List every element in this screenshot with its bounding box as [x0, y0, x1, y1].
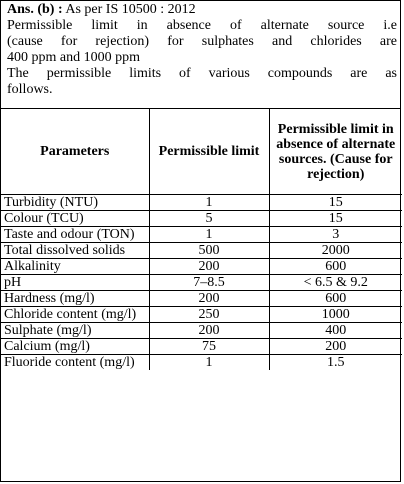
table-row — [1, 227, 402, 243]
limit-cell: 7–8.5 — [149, 275, 269, 291]
limit-cell: 500 — [149, 243, 269, 259]
answer-line-4: The permissible limits of various compounds are as — [7, 66, 397, 81]
answer-source: As per IS 10500 : 2012 — [62, 2, 196, 17]
limit-cell: 200 — [149, 259, 269, 275]
limit-cell: 1 — [149, 227, 269, 243]
limit-cell: 200 — [149, 291, 269, 307]
rejection-cell: 15 — [269, 211, 402, 227]
limit-cell: 250 — [149, 307, 269, 323]
table-body — [1, 195, 402, 371]
table-row — [1, 259, 402, 275]
table-row — [1, 307, 402, 323]
limit-cell: 75 — [149, 339, 269, 355]
parameter-cell: Calcium (mg/l) — [1, 339, 149, 355]
table-row — [1, 243, 402, 259]
parameter-cell: Turbidity (NTU) — [1, 195, 149, 211]
limit-cell: 200 — [149, 323, 269, 339]
rejection-cell: 200 — [269, 339, 402, 355]
table-row — [1, 355, 402, 371]
permissible-limits-table — [1, 109, 402, 370]
table-row — [1, 323, 402, 339]
rejection-cell: < 6.5 & 9.2 — [269, 275, 402, 291]
rejection-cell: 600 — [269, 291, 402, 307]
header-permissible-limit: Permissible limit — [149, 109, 269, 195]
answer-line-5: follows. — [7, 82, 53, 97]
rejection-cell: 400 — [269, 323, 402, 339]
table-row — [1, 211, 402, 227]
rejection-cell: 1.5 — [269, 355, 402, 371]
limit-cell: 1 — [149, 195, 269, 211]
answer-label: Ans. (b) : — [7, 2, 63, 17]
answer-heading-line — [7, 2, 397, 18]
parameter-cell: Taste and odour (TON) — [1, 227, 149, 243]
rejection-cell: 15 — [269, 195, 402, 211]
rejection-cell: 3 — [269, 227, 402, 243]
parameter-cell: Total dissolved solids — [1, 243, 149, 259]
limit-cell: 1 — [149, 355, 269, 371]
parameter-cell: Colour (TCU) — [1, 211, 149, 227]
parameter-cell: pH — [1, 275, 149, 291]
answer-line-1: Permissible limit in absence of alternate source i.e — [7, 18, 397, 33]
limit-cell: 5 — [149, 211, 269, 227]
parameter-cell: Alkalinity — [1, 259, 149, 275]
header-parameters: Parameters — [1, 109, 149, 195]
table-header-row — [1, 109, 402, 195]
table-row — [1, 195, 402, 211]
parameter-cell: Sulphate (mg/l) — [1, 323, 149, 339]
table-row — [1, 291, 402, 307]
header-rejection-limit: Permissible limit in absence of alternate sources. (Cause for rejection) — [269, 109, 402, 195]
answer-line-2: (cause for rejection) for sulphates and chlorides are — [7, 34, 397, 49]
parameter-cell: Hardness (mg/l) — [1, 291, 149, 307]
parameter-cell: Fluoride content (mg/l) — [1, 355, 149, 371]
table-row — [1, 339, 402, 355]
rejection-cell: 2000 — [269, 243, 402, 259]
parameter-cell: Chloride content (mg/l) — [1, 307, 149, 323]
rejection-cell: 1000 — [269, 307, 402, 323]
answer-line-3: 400 ppm and 1000 ppm — [7, 50, 140, 65]
rejection-cell: 600 — [269, 259, 402, 275]
table-row — [1, 275, 402, 291]
answer-text-block — [1, 1, 400, 109]
